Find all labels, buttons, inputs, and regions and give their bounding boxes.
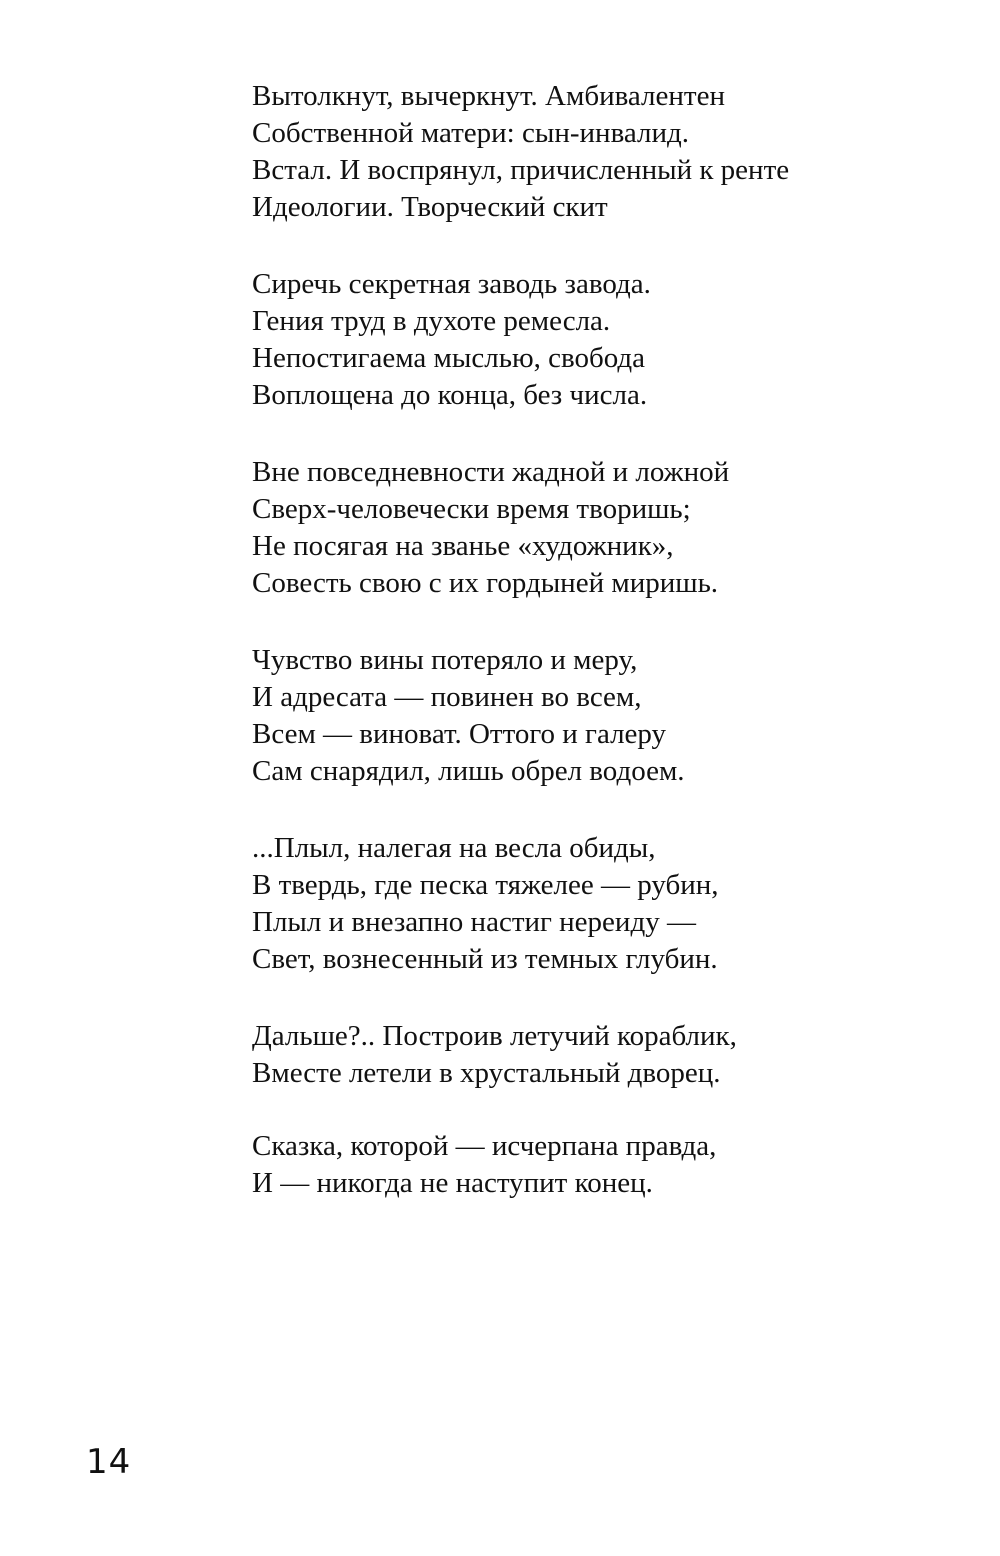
poem-line: Сам снарядил, лишь обрел водоем. xyxy=(252,755,685,787)
stanza xyxy=(252,78,952,226)
stanza xyxy=(252,642,952,790)
poem-line: Вытолкнут, вычеркнут. Амбивалентен xyxy=(252,80,725,112)
poem-line: Сверх-человечески время творишь; xyxy=(252,493,691,525)
poem-line: Идеологии. Творческий скит xyxy=(252,191,608,223)
poem-line: Сказка, которой — исчерпана правда, xyxy=(252,1130,717,1162)
poem-line: Плыл и внезапно настиг нереиду — xyxy=(252,906,696,938)
poem-line: Непостигаема мыслью, свобода xyxy=(252,342,646,374)
poem-line: Всем — виноват. Оттого и галеру xyxy=(252,718,667,750)
stanza xyxy=(252,454,952,602)
page-number: 14 xyxy=(86,1442,132,1482)
poem-line: Вне повседневности жадной и ложной xyxy=(252,456,730,488)
poem-line: ...Плыл, налегая на весла обиды, xyxy=(252,832,656,864)
poem-line: Дальше?.. Построив летучий кораблик, xyxy=(252,1020,737,1052)
poem-line: Свет, вознесенный из темных глубин. xyxy=(252,943,718,975)
stanza xyxy=(252,1018,952,1092)
poem-line: Сиречь секретная заводь завода. xyxy=(252,268,651,300)
poem-line: И — никогда не наступит конец. xyxy=(252,1167,653,1199)
poem-line: Собственной матери: сын-инвалид. xyxy=(252,117,689,149)
poem-line: Гения труд в духоте ремесла. xyxy=(252,305,611,337)
poem-line: Воплощена до конца, без числа. xyxy=(252,379,648,411)
poem-line: В твердь, где песка тяжелее — рубин, xyxy=(252,869,719,901)
poem-line: И адресата — повинен во всем, xyxy=(252,681,642,713)
stanza xyxy=(252,830,952,978)
poem-line: Встал. И воспрянул, причисленный к ренте xyxy=(252,154,790,186)
poem-line: Чувство вины потеряло и меру, xyxy=(252,644,638,676)
stanza xyxy=(252,1128,952,1202)
poem-line: Вместе летели в хрустальный дворец. xyxy=(252,1057,721,1089)
poem xyxy=(252,78,952,1242)
poem-line: Совесть свою с их гордыней миришь. xyxy=(252,567,719,599)
poem-line: Не посягая на званье «художник», xyxy=(252,530,674,562)
stanza xyxy=(252,266,952,414)
